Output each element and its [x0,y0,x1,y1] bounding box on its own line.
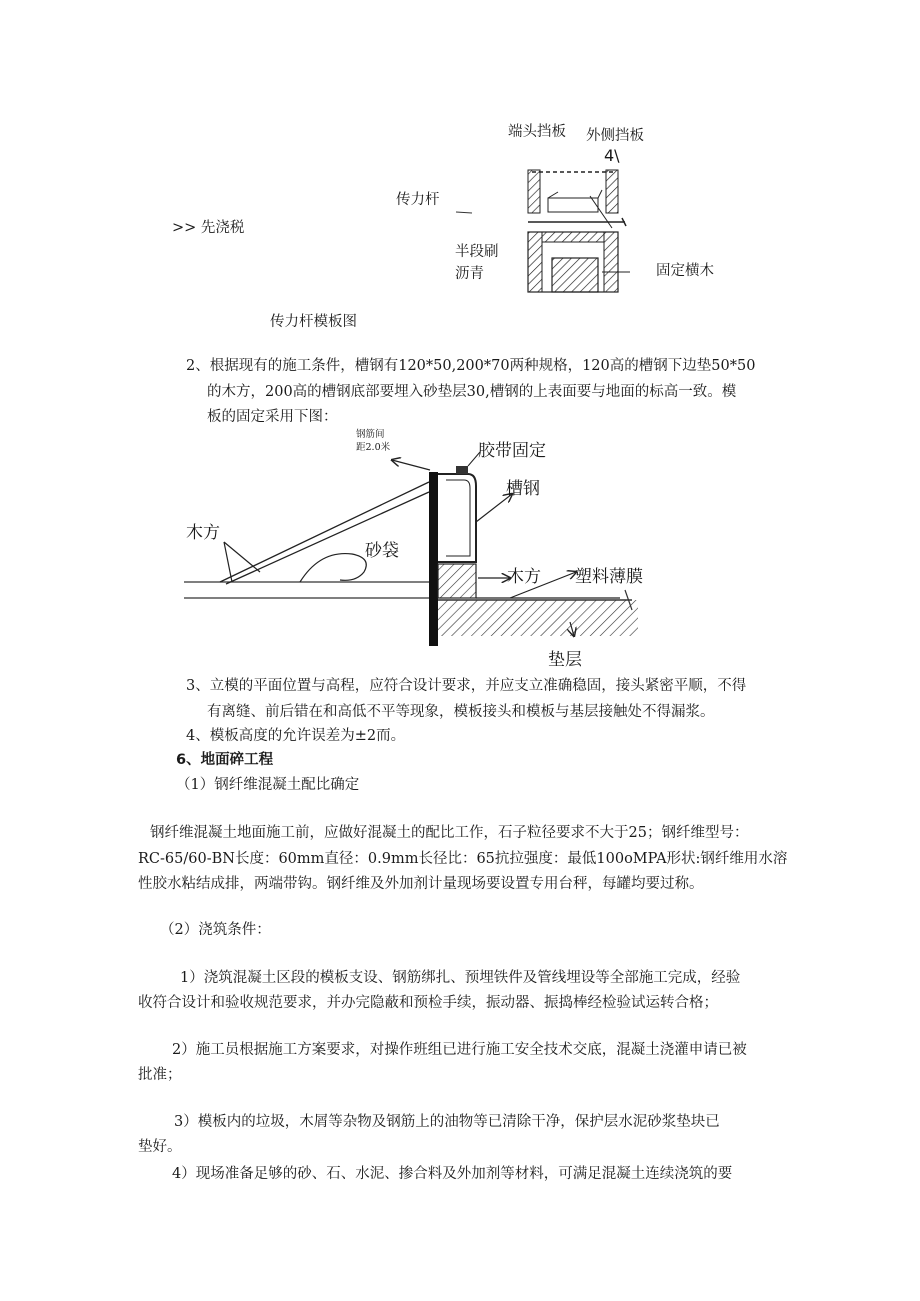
para4: 4、模板高度的允许误差为±2而。 [186,728,406,744]
label-rebar-spacing-2: 距2.0米 [356,442,391,453]
section6-sub1: （1）钢纤维混凝土配比确定 [176,777,360,793]
section6-p1-line3: 性胶水粘结成排，两端带钩。钢纤维及外加剂计量现场要设置专用台秤，每罐均要过称。 [138,876,704,892]
label-mark: 4\ [604,146,620,165]
label-half-brush: 半段刷 [455,244,499,260]
label-cushion: 垫层 [548,650,582,670]
label-channel-steel: 槽钢 [506,479,540,499]
condition2-line2: 批准； [138,1067,182,1083]
para3-line1: 3、立模的平面位置与高程，应符合设计要求，并应支立准确稳固，接头紧密平顺，不得 [186,678,747,694]
label-timber-right: 木方 [507,567,541,587]
label-asphalt: 沥青 [455,266,484,282]
label-fixed-timber: 固定横木 [656,263,714,279]
para2-line1: 2、根据现有的施工条件，槽钢有120*50,200*70两种规格，120高的槽钢下边垫50*50 [186,358,756,374]
label-outer-plate: 外侧挡板 [586,128,644,144]
condition2-line1: 2）施工员根据施工方案要求，对操作班组已进行施工安全技术交底，混凝土浇灌申请已被 [172,1042,747,1058]
label-end-plate: 端头挡板 [508,124,566,140]
section6-p1-line2: RC-65/60-BN长度：60mm直径：0.9mm长径比：65抗拉强度：最低100oMPA形状:钢纤维用水溶 [138,851,788,867]
condition1-line2: 收符合设计和验收规范要求，并办完隐蔽和预检手续，振动器、振捣棒经检验试运转合格； [138,995,718,1011]
label-dowel: 传力杆 [396,192,440,208]
formwork-fixing-drawing [180,422,640,667]
para2-line3: 板的固定采用下图： [207,409,338,425]
para2-line2: 的木方，200高的槽钢底部要埋入砂垫层30,槽钢的上表面要与地面的标高一致。模 [207,384,737,400]
section6-p1-line1: 钢纤维混凝土地面施工前，应做好混凝土的配比工作，石子粒径要求不大于25；钢纤维型号： [150,825,749,841]
condition1-line1: 1）浇筑混凝土区段的模板支设、钢筋绑扎、预埋铁件及管线埋设等全部施工完成，经验 [180,970,741,986]
label-tape-fix: 胶带固定 [478,441,546,461]
label-plastic-film: 塑料薄膜 [575,567,643,587]
dowel-formwork-drawing [440,160,640,300]
condition3-line2: 垫好。 [138,1139,182,1155]
section6-title: 6、地面碎工程 [176,752,274,768]
condition3-line1: 3）模板内的垃圾，木屑等杂物及钢筋上的油物等已清除干净，保护层水泥砂浆垫块已 [174,1114,720,1130]
section6-sub2: （2）浇筑条件： [160,922,271,938]
condition4-line1: 4）现场准备足够的砂、石、水泥、掺合料及外加剂等材料，可满足混凝土连续浇筑的要 [172,1166,733,1182]
label-sandbag: 砂袋 [365,541,399,561]
label-first-pour: >> 先浇税 [172,220,245,236]
figure1-caption: 传力杆模板图 [270,314,357,330]
label-timber-left: 木方 [186,523,220,543]
para3-line2: 有离缝、前后错在和高低不平等现象，模板接头和模板与基层接触处不得漏浆。 [207,704,715,720]
label-rebar-spacing-1: 钢筋间 [356,429,385,440]
